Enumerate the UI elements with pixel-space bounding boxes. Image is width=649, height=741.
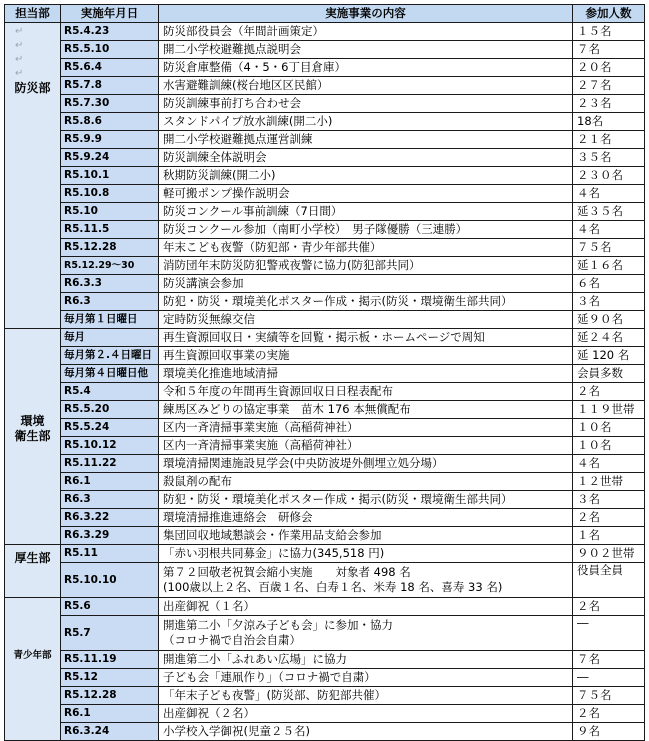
count-cell: ３５名 bbox=[573, 149, 645, 167]
count-cell: 18名 bbox=[573, 113, 645, 131]
table-row bbox=[5, 473, 645, 491]
header-date: 実施年月日 bbox=[61, 5, 159, 23]
content-text: 区内一斉清掃事業実施（高稲荷神社） bbox=[163, 438, 359, 452]
count-cell: ― bbox=[573, 616, 645, 651]
date-cell: R5.10.8 bbox=[61, 185, 159, 203]
content-cell bbox=[159, 95, 573, 113]
dept-cell bbox=[5, 598, 61, 741]
content-cell bbox=[159, 545, 573, 563]
header-row bbox=[5, 5, 645, 23]
table-row bbox=[5, 651, 645, 669]
table-row bbox=[5, 41, 645, 59]
date-cell: R5.12 bbox=[61, 669, 159, 687]
table-row bbox=[5, 293, 645, 311]
table-row bbox=[5, 616, 645, 651]
table-row bbox=[5, 705, 645, 723]
content-text-line2: (100歳以上２名、百歳１名、白寿１名、米寿 18 名、喜寿 33 名) bbox=[163, 580, 503, 594]
date-cell: R6.3.3 bbox=[61, 275, 159, 293]
content-cell bbox=[159, 41, 573, 59]
content-cell bbox=[159, 347, 573, 365]
date-cell: R6.3.22 bbox=[61, 509, 159, 527]
content-text: 防災訓練全体説明会 bbox=[163, 150, 267, 164]
content-cell bbox=[159, 293, 573, 311]
table-row bbox=[5, 59, 645, 77]
count-cell: １０名 bbox=[573, 419, 645, 437]
table-body bbox=[5, 23, 645, 741]
content-text: 第７２回敬老祝賀会縮小実施 対象者 498 名 bbox=[163, 565, 411, 579]
table-row bbox=[5, 563, 645, 598]
content-text: 「年末子ども夜警」(防災部、防犯部共催） bbox=[163, 688, 386, 702]
date-cell: R6.3.24 bbox=[61, 723, 159, 741]
content-text: 環境美化推進地域清掃 bbox=[163, 366, 278, 380]
date-cell: R5.6 bbox=[61, 598, 159, 616]
table-row bbox=[5, 437, 645, 455]
header-content: 実施事業の内容 bbox=[159, 5, 573, 23]
content-text: 令和５年度の年間再生資源回収日日程表配布 bbox=[163, 384, 393, 398]
content-cell bbox=[159, 669, 573, 687]
count-cell: 延９０名 bbox=[573, 311, 645, 329]
count-cell: １１９世帯 bbox=[573, 401, 645, 419]
content-cell bbox=[159, 705, 573, 723]
count-cell: １０名 bbox=[573, 437, 645, 455]
content-cell bbox=[159, 509, 573, 527]
table-row bbox=[5, 311, 645, 329]
table-row bbox=[5, 723, 645, 741]
content-text: 防犯・防災・環境美化ポスター作成・掲示(防災・環境衛生部共同） bbox=[163, 294, 513, 308]
count-cell: ２１名 bbox=[573, 131, 645, 149]
count-cell: ２７名 bbox=[573, 77, 645, 95]
return-mark: ↵ bbox=[15, 54, 24, 65]
content-text: 再生資源回収日・実績等を回覧・掲示板・ホームページで周知 bbox=[163, 330, 485, 344]
date-cell: R5.9.9 bbox=[61, 131, 159, 149]
table-row bbox=[5, 95, 645, 113]
table-row bbox=[5, 527, 645, 545]
content-text: 防犯・防災・環境美化ポスター作成・掲示(防災・環境衛生部共同） bbox=[163, 492, 513, 506]
dept-cell bbox=[5, 329, 61, 545]
content-text-line2: （コロナ禍で自治会自粛） bbox=[163, 633, 301, 647]
table-row bbox=[5, 509, 645, 527]
content-text: 定時防災無線交信 bbox=[163, 312, 255, 326]
table-row bbox=[5, 365, 645, 383]
table-row bbox=[5, 221, 645, 239]
content-text: 防災コンクール参加（南町小学校） 男子隊優勝（三連勝） bbox=[163, 222, 468, 236]
table-row bbox=[5, 383, 645, 401]
count-cell: ７名 bbox=[573, 41, 645, 59]
table-row bbox=[5, 275, 645, 293]
count-cell: 会員多数 bbox=[573, 365, 645, 383]
table-row bbox=[5, 239, 645, 257]
content-cell bbox=[159, 59, 573, 77]
content-text: 環境清掃推進連絡会 研修会 bbox=[163, 510, 313, 524]
content-cell bbox=[159, 329, 573, 347]
table-row bbox=[5, 185, 645, 203]
count-cell: ２名 bbox=[573, 383, 645, 401]
content-text: 軽可搬ポンプ操作説明会 bbox=[163, 186, 290, 200]
date-cell: 毎月 bbox=[61, 329, 159, 347]
date-cell: R5.4 bbox=[61, 383, 159, 401]
date-cell: R6.1 bbox=[61, 705, 159, 723]
table-row bbox=[5, 598, 645, 616]
count-cell: ２名 bbox=[573, 509, 645, 527]
date-cell: R5.6.4 bbox=[61, 59, 159, 77]
content-text: 出産御祝（１名） bbox=[163, 599, 255, 613]
table-row bbox=[5, 203, 645, 221]
content-text: 年末こども夜警（防犯部・青少年部共催） bbox=[163, 240, 382, 254]
date-cell: R5.11.5 bbox=[61, 221, 159, 239]
count-cell: ４名 bbox=[573, 185, 645, 203]
table-row bbox=[5, 419, 645, 437]
table-row bbox=[5, 131, 645, 149]
content-cell bbox=[159, 598, 573, 616]
content-text: 「赤い羽根共同募金」に協力(345,518 円) bbox=[163, 546, 385, 560]
date-cell: R5.10.10 bbox=[61, 563, 159, 598]
date-cell: R5.12.28 bbox=[61, 687, 159, 705]
table-row bbox=[5, 257, 645, 275]
count-cell: ― bbox=[573, 669, 645, 687]
content-text: 消防団年末防災防犯警戒夜警に協力(防犯部共同） bbox=[163, 258, 421, 272]
date-cell: R5.7 bbox=[61, 616, 159, 651]
table-row bbox=[5, 329, 645, 347]
content-text: 再生資源回収事業の実施 bbox=[163, 348, 290, 362]
count-cell: １２世帯 bbox=[573, 473, 645, 491]
content-text: 開二小学校避難拠点運営訓練 bbox=[163, 132, 313, 146]
count-cell: ３名 bbox=[573, 293, 645, 311]
activity-report bbox=[4, 4, 644, 741]
content-cell bbox=[159, 131, 573, 149]
count-cell: １５名 bbox=[573, 23, 645, 41]
dept-label: 環境 衛生部 bbox=[14, 414, 51, 443]
count-cell: ２名 bbox=[573, 705, 645, 723]
count-cell: １名 bbox=[573, 527, 645, 545]
content-text: 出産御祝（２名） bbox=[163, 706, 255, 720]
content-cell bbox=[159, 185, 573, 203]
content-text: 防災倉庫整備（4・5・6丁目倉庫） bbox=[163, 60, 346, 74]
table-row bbox=[5, 77, 645, 95]
content-text: 防災部役員会（年間計画策定） bbox=[163, 24, 324, 38]
date-cell: R5.7.8 bbox=[61, 77, 159, 95]
table-row bbox=[5, 455, 645, 473]
date-cell: R6.3 bbox=[61, 293, 159, 311]
content-text: 防災コンクール事前訓練（7日間） bbox=[163, 204, 343, 218]
count-cell: ２０名 bbox=[573, 59, 645, 77]
table-row bbox=[5, 113, 645, 131]
content-text: 練馬区みどりの協定事業 苗木 176 本無償配布 bbox=[163, 402, 411, 416]
content-cell bbox=[159, 687, 573, 705]
content-text: 水害避難訓練(桜台地区区民館） bbox=[163, 78, 329, 92]
content-cell bbox=[159, 419, 573, 437]
content-text: 殺鼠剤の配布 bbox=[163, 474, 232, 488]
content-cell bbox=[159, 311, 573, 329]
date-cell: R5.10 bbox=[61, 203, 159, 221]
content-text: 防災講演会参加 bbox=[163, 276, 244, 290]
content-cell bbox=[159, 473, 573, 491]
date-cell: R5.11.22 bbox=[61, 455, 159, 473]
return-mark: ↵ bbox=[15, 26, 24, 37]
count-cell: ４名 bbox=[573, 221, 645, 239]
table-row bbox=[5, 669, 645, 687]
header-dept: 担当部 bbox=[5, 5, 61, 23]
content-text: 小学校入学御祝(児童２５名) bbox=[163, 724, 310, 738]
table-row bbox=[5, 545, 645, 563]
date-cell: R5.12.29～30 bbox=[61, 257, 159, 275]
date-cell: 毎月第４日曜日他 bbox=[61, 365, 159, 383]
content-text: スタンドパイプ放水訓練(開二小) bbox=[163, 114, 333, 128]
date-cell: R5.4.23 bbox=[61, 23, 159, 41]
content-cell bbox=[159, 113, 573, 131]
count-cell: 役員全員 bbox=[573, 563, 645, 598]
count-cell: ２名 bbox=[573, 598, 645, 616]
content-text: 防災訓練事前打ち合わせ会 bbox=[163, 96, 301, 110]
return-mark: ↵ bbox=[15, 40, 24, 51]
date-cell: R5.10.12 bbox=[61, 437, 159, 455]
date-cell: R5.10.1 bbox=[61, 167, 159, 185]
content-cell bbox=[159, 527, 573, 545]
content-text: 開進第二小「夕涼み子ども会」に参加・協力 bbox=[163, 618, 393, 632]
count-cell: ７５名 bbox=[573, 687, 645, 705]
content-cell bbox=[159, 455, 573, 473]
content-text: 区内一斉清掃事業実施（高稲荷神社） bbox=[163, 420, 359, 434]
table-row bbox=[5, 687, 645, 705]
content-cell bbox=[159, 221, 573, 239]
count-cell: 延３５名 bbox=[573, 203, 645, 221]
header-count: 参加人数 bbox=[573, 5, 645, 23]
date-cell: R5.5.24 bbox=[61, 419, 159, 437]
date-cell: R5.9.24 bbox=[61, 149, 159, 167]
content-cell bbox=[159, 23, 573, 41]
content-cell bbox=[159, 491, 573, 509]
date-cell: R5.11 bbox=[61, 545, 159, 563]
content-text: 開進第二小「ふれあい広場」に協力 bbox=[163, 652, 347, 666]
date-cell: R6.3 bbox=[61, 491, 159, 509]
date-cell: R6.3.29 bbox=[61, 527, 159, 545]
dept-cell bbox=[5, 23, 61, 329]
content-text: 集団回収地域懇談会・作業用品支給会参加 bbox=[163, 528, 382, 542]
content-cell bbox=[159, 77, 573, 95]
content-cell bbox=[159, 383, 573, 401]
count-cell: ９０２世帯 bbox=[573, 545, 645, 563]
date-cell: R5.8.6 bbox=[61, 113, 159, 131]
date-cell: R5.5.20 bbox=[61, 401, 159, 419]
content-text: 環境清掃関連施設見学会(中央防波堤外側埋立処分場） bbox=[163, 456, 444, 470]
date-cell: R5.12.28 bbox=[61, 239, 159, 257]
content-cell bbox=[159, 401, 573, 419]
content-cell bbox=[159, 651, 573, 669]
table-row bbox=[5, 401, 645, 419]
content-cell bbox=[159, 239, 573, 257]
count-cell: 延 120 名 bbox=[573, 347, 645, 365]
count-cell: 延２４名 bbox=[573, 329, 645, 347]
content-text: 子ども会「連凧作り」（コロナ禍で自粛） bbox=[163, 670, 376, 684]
table-row bbox=[5, 23, 645, 41]
date-cell: R6.1 bbox=[61, 473, 159, 491]
count-cell: ２３０名 bbox=[573, 167, 645, 185]
date-cell: R5.11.19 bbox=[61, 651, 159, 669]
table-row bbox=[5, 167, 645, 185]
content-text: 秋期防災訓練(開二小) bbox=[163, 168, 276, 182]
count-cell: ２３名 bbox=[573, 95, 645, 113]
content-cell bbox=[159, 149, 573, 167]
date-cell: R5.5.10 bbox=[61, 41, 159, 59]
content-cell bbox=[159, 723, 573, 741]
count-cell: ９名 bbox=[573, 723, 645, 741]
count-cell: ７５名 bbox=[573, 239, 645, 257]
content-cell bbox=[159, 437, 573, 455]
dept-label: 防災部 bbox=[14, 81, 51, 95]
dept-label: 青少年部 bbox=[13, 650, 52, 661]
content-cell bbox=[159, 365, 573, 383]
count-cell: ６名 bbox=[573, 275, 645, 293]
content-cell bbox=[159, 563, 573, 598]
date-cell: 毎月第１日曜日 bbox=[61, 311, 159, 329]
content-cell bbox=[159, 616, 573, 651]
count-cell: ７名 bbox=[573, 651, 645, 669]
dept-label: 厚生部 bbox=[14, 551, 51, 565]
activity-table bbox=[4, 4, 645, 741]
return-mark: ↵ bbox=[15, 68, 24, 79]
table-row bbox=[5, 149, 645, 167]
content-cell bbox=[159, 275, 573, 293]
dept-cell bbox=[5, 545, 61, 598]
count-cell: ３名 bbox=[573, 491, 645, 509]
table-row bbox=[5, 347, 645, 365]
count-cell: 延１６名 bbox=[573, 257, 645, 275]
table-row bbox=[5, 491, 645, 509]
content-cell bbox=[159, 257, 573, 275]
date-cell: 毎月第２.４日曜日 bbox=[61, 347, 159, 365]
content-cell bbox=[159, 167, 573, 185]
content-text: 開二小学校避難拠点説明会 bbox=[163, 42, 301, 56]
date-cell: R5.7.30 bbox=[61, 95, 159, 113]
content-cell bbox=[159, 203, 573, 221]
count-cell: ４名 bbox=[573, 455, 645, 473]
